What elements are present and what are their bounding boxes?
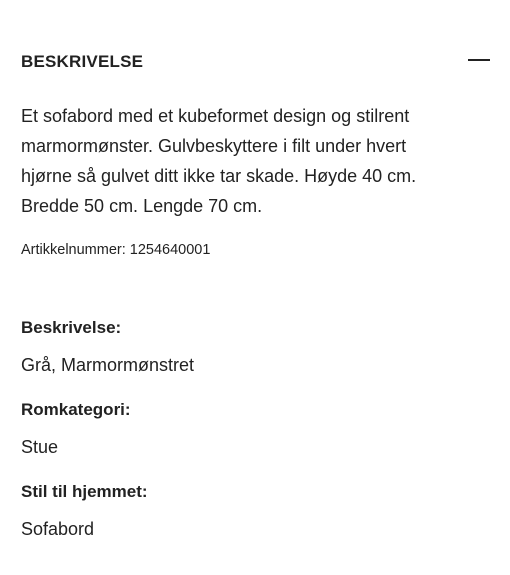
spec-home-style <box>21 481 491 541</box>
description-accordion-header[interactable] <box>21 44 490 80</box>
spec-value: Grå, Marmormønstret <box>21 355 195 375</box>
spec-label: Beskrivelse: <box>21 318 122 337</box>
product-description: Et sofabord med et kubeformet design og stilrent marmormønster. Gulvbeskyttere i filt under hvert hjørne så gulvet ditt ikke tar skade. Høyde 40 cm. Bredde 50 cm. Lengde 70 cm. <box>21 106 417 216</box>
spec-value: Sofabord <box>21 519 95 539</box>
spec-value: Stue <box>21 437 59 457</box>
spec-label: Romkategori: <box>21 400 131 419</box>
accordion-title: BESKRIVELSE <box>21 52 144 71</box>
spec-description <box>21 317 491 377</box>
minus-icon[interactable] <box>468 49 490 71</box>
article-number: Artikkelnummer: 1254640001 <box>21 242 211 258</box>
spec-room-category <box>21 399 491 459</box>
spec-label: Stil til hjemmet: <box>21 482 148 501</box>
